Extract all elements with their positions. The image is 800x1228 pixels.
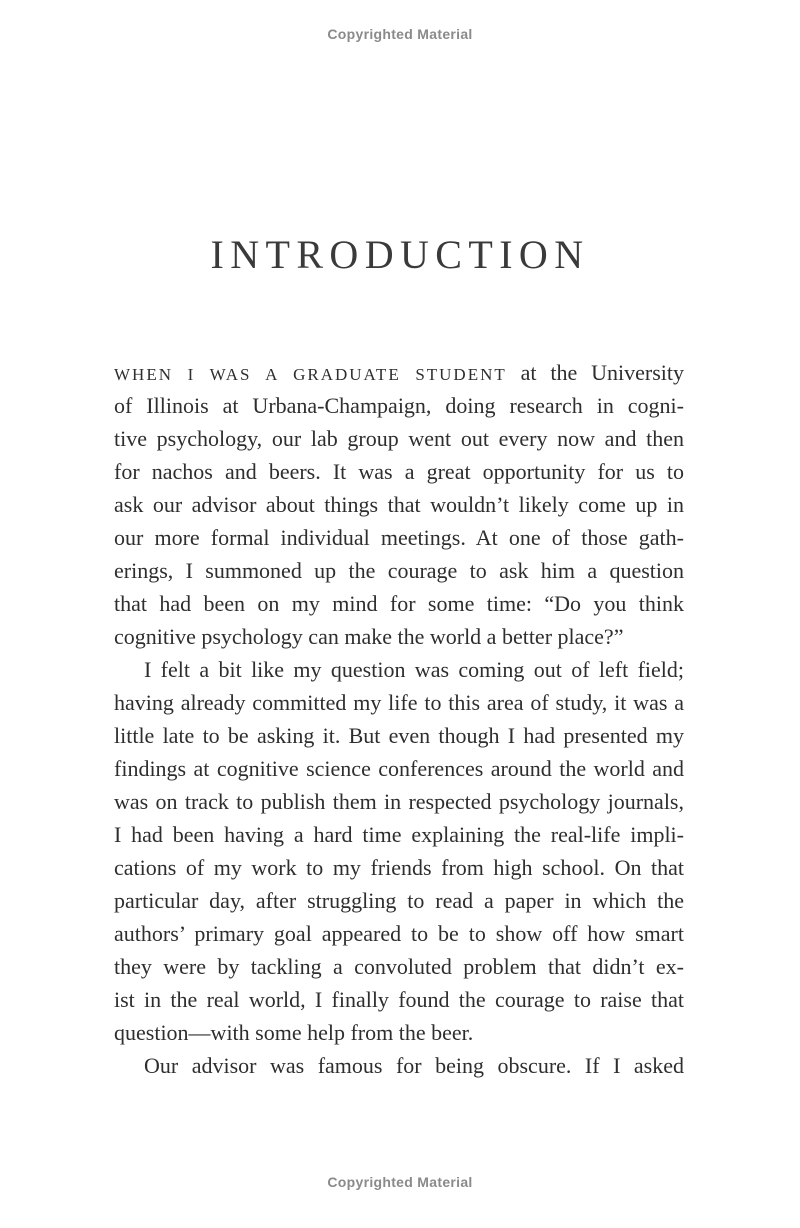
- text-line: tive psychology, our lab group went out every now and then: [114, 426, 684, 451]
- text-line: [114, 356, 684, 389]
- text-line-paragraph-start: Our advisor was famous for being obscure. If I asked: [144, 1053, 684, 1078]
- text-line: that had been on my mind for some time: “Do you think: [114, 591, 684, 616]
- text-line: erings, I summoned up the courage to ask him a question: [114, 558, 684, 583]
- text-line: authors’ primary goal appeared to be to show off how smart: [114, 921, 684, 946]
- text-line: our more formal individual meetings. At one of those gath-: [114, 525, 684, 550]
- small-caps-lead-in: WHEN I WAS A GRADUATE STUDENT: [114, 365, 507, 384]
- text-line: particular day, after struggling to read a paper in which the: [114, 888, 684, 913]
- text-line: I had been having a hard time explaining the real-life impli-: [114, 822, 684, 847]
- text-line: having already committed my life to this area of study, it was a: [114, 690, 684, 715]
- text-line-paragraph-end: cognitive psychology can make the world a better place?”: [114, 624, 624, 649]
- copyright-notice-bottom: Copyrighted Material: [327, 1174, 473, 1190]
- text-line: was on track to publish them in respected psychology journals,: [114, 789, 684, 814]
- chapter-title: INTRODUCTION: [210, 231, 590, 277]
- text-line: ist in the real world, I finally found the courage to raise that: [114, 987, 684, 1012]
- text-line-paragraph-start: I felt a bit like my question was coming out of left field;: [144, 657, 684, 682]
- text-line: of Illinois at Urbana-Champaign, doing research in cogni-: [114, 393, 684, 418]
- text-line: they were by tackling a convoluted problem that didn’t ex-: [114, 954, 684, 979]
- text-line: for nachos and beers. It was a great opportunity for us to: [114, 459, 684, 484]
- text-line-paragraph-end: question—with some help from the beer.: [114, 1020, 474, 1045]
- copyright-notice-top: Copyrighted Material: [327, 26, 473, 42]
- text-line: cations of my work to my friends from high school. On that: [114, 855, 684, 880]
- body-text-block: [114, 356, 684, 1082]
- text-line: ask our advisor about things that wouldn’t likely come up in: [114, 492, 684, 517]
- text-line-rest: at the University: [506, 360, 684, 385]
- text-line: little late to be asking it. But even though I had presented my: [114, 723, 684, 748]
- text-line: findings at cognitive science conferences around the world and: [114, 756, 684, 781]
